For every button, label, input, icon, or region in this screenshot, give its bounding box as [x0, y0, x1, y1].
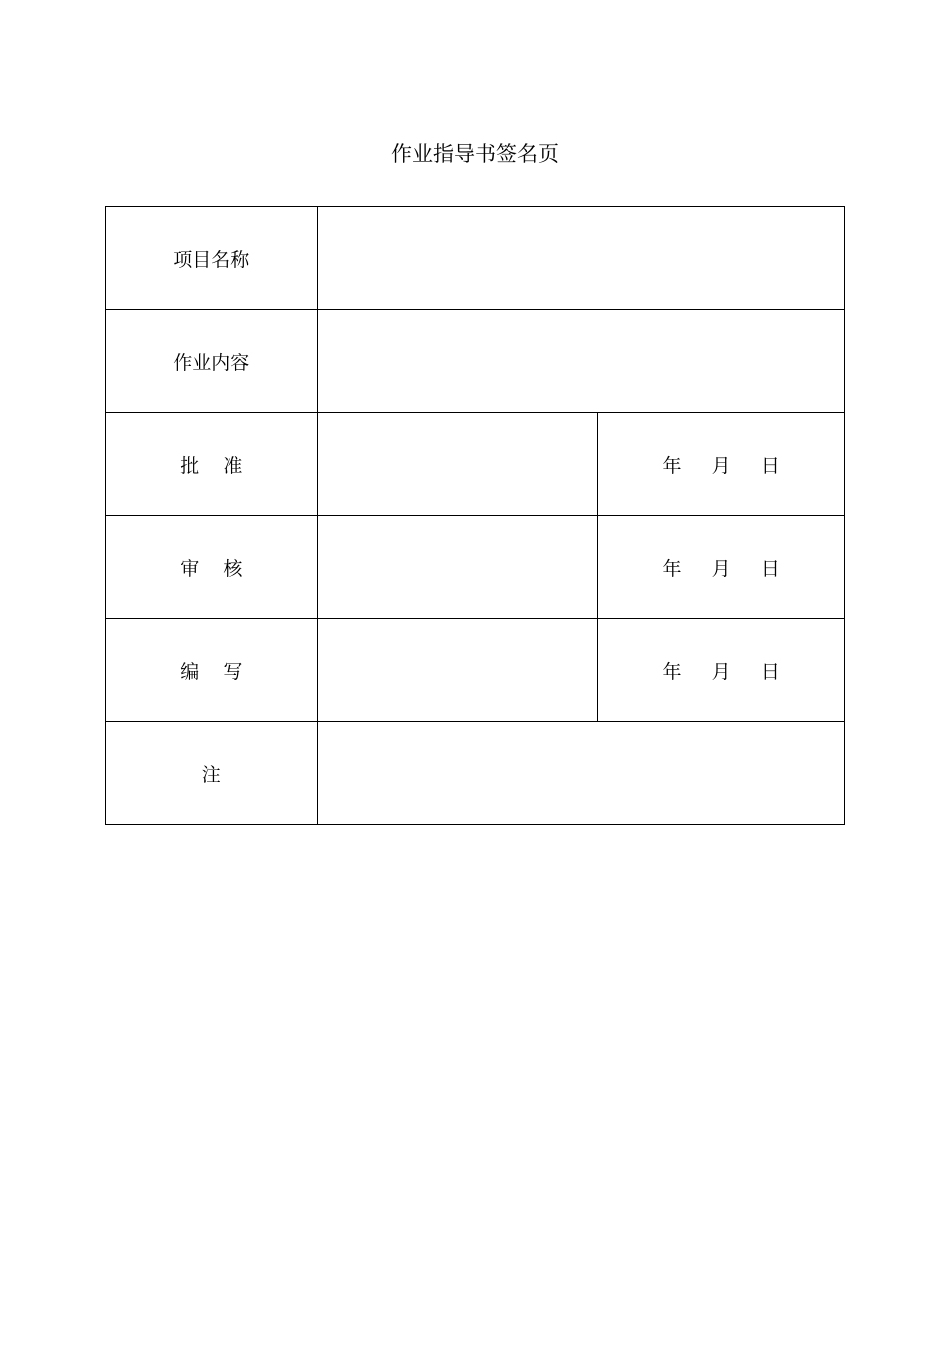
table-row-project-name — [106, 207, 845, 310]
compile-signature-field[interactable] — [317, 619, 598, 722]
table-row-compile — [106, 619, 845, 722]
table-row-work-content — [106, 310, 845, 413]
review-date-field[interactable]: 年 月 日 — [598, 516, 845, 619]
work-content-field[interactable] — [317, 310, 844, 413]
table-row-note — [106, 722, 845, 825]
table-row-approve — [106, 413, 845, 516]
review-signature-field[interactable] — [317, 516, 598, 619]
note-field[interactable] — [317, 722, 844, 825]
approve-label: 批 准 — [106, 413, 318, 516]
project-name-label: 项目名称 — [106, 207, 318, 310]
compile-date-field[interactable]: 年 月 日 — [598, 619, 845, 722]
compile-label: 编 写 — [106, 619, 318, 722]
project-name-field[interactable] — [317, 207, 844, 310]
work-content-label: 作业内容 — [106, 310, 318, 413]
signature-table — [105, 206, 845, 825]
table-row-review — [106, 516, 845, 619]
note-label: 注 — [106, 722, 318, 825]
page-title: 作业指导书签名页 — [391, 142, 559, 166]
approve-date-field[interactable]: 年 月 日 — [598, 413, 845, 516]
review-label: 审 核 — [106, 516, 318, 619]
approve-signature-field[interactable] — [317, 413, 598, 516]
